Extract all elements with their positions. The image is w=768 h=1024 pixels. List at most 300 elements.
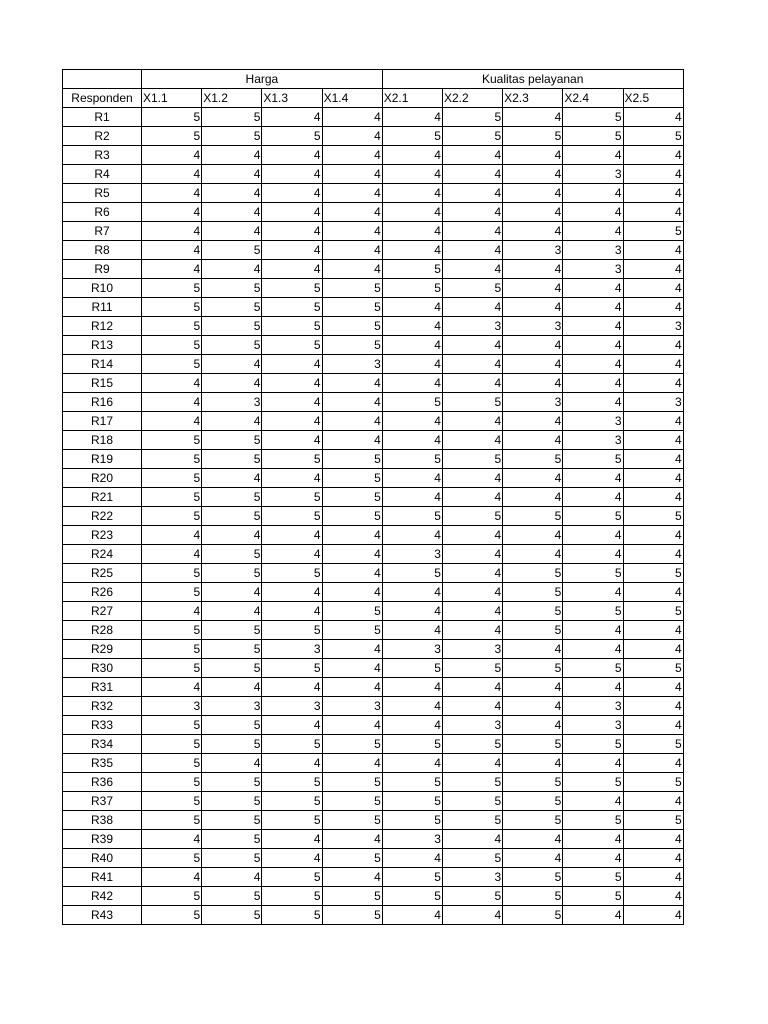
score-cell: 5 [142, 431, 202, 450]
score-cell: 5 [503, 507, 563, 526]
score-cell: 4 [262, 203, 322, 222]
score-cell: 5 [142, 792, 202, 811]
score-cell: 5 [503, 127, 563, 146]
score-cell: 4 [563, 754, 623, 773]
score-cell: 4 [563, 792, 623, 811]
table-row [63, 792, 684, 811]
score-cell: 4 [503, 374, 563, 393]
score-cell: 4 [503, 355, 563, 374]
table-row [63, 279, 684, 298]
score-cell: 4 [503, 279, 563, 298]
respondent-id-cell: R38 [63, 811, 142, 830]
score-cell: 5 [442, 849, 502, 868]
score-cell: 5 [202, 640, 262, 659]
table-row [63, 374, 684, 393]
score-cell: 5 [563, 108, 623, 127]
score-cell: 4 [262, 830, 322, 849]
score-cell: 4 [142, 165, 202, 184]
score-cell: 4 [623, 678, 683, 697]
score-cell: 4 [563, 279, 623, 298]
respondent-id-cell: R28 [63, 621, 142, 640]
score-cell: 4 [563, 298, 623, 317]
table-row [63, 545, 684, 564]
score-cell: 4 [202, 184, 262, 203]
table-row [63, 260, 684, 279]
score-cell: 5 [503, 450, 563, 469]
table-row [63, 811, 684, 830]
score-cell: 5 [623, 659, 683, 678]
score-cell: 5 [563, 602, 623, 621]
table-row [63, 298, 684, 317]
score-cell: 4 [503, 184, 563, 203]
table-row [63, 678, 684, 697]
score-cell: 4 [503, 336, 563, 355]
score-cell: 5 [202, 317, 262, 336]
score-cell: 4 [442, 241, 502, 260]
score-cell: 4 [202, 146, 262, 165]
score-cell: 4 [142, 241, 202, 260]
score-cell: 4 [382, 374, 442, 393]
score-cell: 5 [202, 792, 262, 811]
score-cell: 4 [623, 431, 683, 450]
score-cell: 4 [322, 260, 382, 279]
score-cell: 5 [382, 868, 442, 887]
score-cell: 5 [262, 735, 322, 754]
score-cell: 5 [442, 507, 502, 526]
score-cell: 5 [262, 564, 322, 583]
score-cell: 5 [142, 716, 202, 735]
score-cell: 5 [322, 488, 382, 507]
score-cell: 4 [322, 241, 382, 260]
score-cell: 5 [503, 621, 563, 640]
score-cell: 5 [322, 735, 382, 754]
score-cell: 5 [442, 450, 502, 469]
score-cell: 3 [322, 355, 382, 374]
score-cell: 3 [382, 545, 442, 564]
respondent-id-cell: R37 [63, 792, 142, 811]
score-cell: 4 [623, 526, 683, 545]
score-cell: 5 [142, 583, 202, 602]
score-cell: 4 [623, 887, 683, 906]
score-cell: 4 [623, 146, 683, 165]
score-cell: 4 [563, 488, 623, 507]
table-row [63, 488, 684, 507]
score-cell: 5 [322, 602, 382, 621]
score-cell: 4 [503, 222, 563, 241]
score-cell: 5 [142, 488, 202, 507]
table-row [63, 108, 684, 127]
table-row [63, 184, 684, 203]
table-row [63, 317, 684, 336]
score-cell: 5 [262, 659, 322, 678]
score-cell: 3 [623, 393, 683, 412]
score-cell: 4 [563, 830, 623, 849]
score-cell: 5 [382, 659, 442, 678]
respondent-id-cell: R32 [63, 697, 142, 716]
table-row [63, 393, 684, 412]
score-cell: 3 [442, 640, 502, 659]
score-cell: 4 [322, 108, 382, 127]
score-cell: 5 [262, 887, 322, 906]
score-cell: 5 [442, 659, 502, 678]
score-cell: 5 [503, 773, 563, 792]
score-cell: 4 [623, 374, 683, 393]
score-cell: 5 [142, 887, 202, 906]
respondent-id-cell: R34 [63, 735, 142, 754]
score-cell: 4 [623, 298, 683, 317]
score-cell: 5 [623, 222, 683, 241]
score-cell: 3 [202, 697, 262, 716]
score-cell: 4 [623, 621, 683, 640]
score-cell: 4 [382, 241, 442, 260]
score-cell: 4 [382, 355, 442, 374]
score-cell: 5 [382, 792, 442, 811]
column-header-x1-3: X1.3 [262, 89, 322, 108]
respondent-id-cell: R33 [63, 716, 142, 735]
score-cell: 4 [382, 716, 442, 735]
score-cell: 4 [563, 678, 623, 697]
score-cell: 4 [382, 697, 442, 716]
score-cell: 4 [382, 849, 442, 868]
group-header-harga: Harga [142, 70, 383, 89]
score-cell: 3 [563, 241, 623, 260]
table-row [63, 602, 684, 621]
score-cell: 4 [382, 906, 442, 925]
score-cell: 3 [442, 716, 502, 735]
score-cell: 5 [202, 621, 262, 640]
score-cell: 4 [382, 203, 442, 222]
table-row [63, 887, 684, 906]
score-cell: 5 [442, 792, 502, 811]
score-cell: 3 [322, 697, 382, 716]
score-cell: 4 [563, 545, 623, 564]
score-cell: 4 [503, 830, 563, 849]
score-cell: 4 [442, 431, 502, 450]
score-cell: 5 [442, 887, 502, 906]
respondent-id-cell: R9 [63, 260, 142, 279]
score-cell: 4 [442, 146, 502, 165]
score-cell: 3 [563, 697, 623, 716]
score-cell: 5 [322, 298, 382, 317]
score-cell: 4 [623, 260, 683, 279]
score-cell: 3 [262, 640, 322, 659]
score-cell: 4 [442, 469, 502, 488]
respondent-id-cell: R6 [63, 203, 142, 222]
score-cell: 4 [442, 754, 502, 773]
score-cell: 4 [563, 469, 623, 488]
score-cell: 5 [142, 127, 202, 146]
score-cell: 5 [623, 735, 683, 754]
group-header-kualitas-pelayanan: Kualitas pelayanan [382, 70, 683, 89]
score-cell: 5 [262, 279, 322, 298]
score-cell: 5 [262, 792, 322, 811]
score-cell: 4 [623, 165, 683, 184]
table-row [63, 754, 684, 773]
score-cell: 5 [142, 108, 202, 127]
score-cell: 5 [142, 279, 202, 298]
score-cell: 4 [142, 412, 202, 431]
score-cell: 5 [563, 507, 623, 526]
respondent-id-cell: R36 [63, 773, 142, 792]
respondent-header-spacer [63, 70, 142, 89]
score-cell: 5 [623, 507, 683, 526]
score-cell: 5 [202, 849, 262, 868]
score-cell: 4 [442, 355, 502, 374]
score-cell: 5 [322, 849, 382, 868]
respondent-id-cell: R18 [63, 431, 142, 450]
score-cell: 4 [142, 830, 202, 849]
score-cell: 4 [563, 640, 623, 659]
score-cell: 4 [322, 545, 382, 564]
score-cell: 4 [142, 203, 202, 222]
score-cell: 4 [563, 583, 623, 602]
score-cell: 4 [262, 241, 322, 260]
score-cell: 5 [202, 431, 262, 450]
respondent-id-cell: R10 [63, 279, 142, 298]
score-cell: 4 [442, 830, 502, 849]
score-cell: 3 [623, 317, 683, 336]
score-cell: 4 [563, 222, 623, 241]
score-cell: 4 [262, 469, 322, 488]
score-cell: 4 [623, 697, 683, 716]
score-cell: 5 [623, 127, 683, 146]
score-cell: 5 [202, 488, 262, 507]
score-cell: 5 [382, 507, 442, 526]
score-cell: 5 [442, 773, 502, 792]
score-cell: 4 [442, 374, 502, 393]
score-cell: 4 [322, 431, 382, 450]
score-cell: 5 [142, 849, 202, 868]
score-cell: 4 [563, 621, 623, 640]
score-cell: 4 [623, 792, 683, 811]
score-cell: 4 [142, 374, 202, 393]
score-cell: 4 [202, 754, 262, 773]
score-cell: 4 [322, 127, 382, 146]
score-cell: 4 [382, 526, 442, 545]
score-cell: 4 [623, 849, 683, 868]
score-cell: 4 [322, 754, 382, 773]
score-cell: 3 [382, 640, 442, 659]
score-cell: 5 [142, 507, 202, 526]
score-cell: 5 [503, 887, 563, 906]
column-header-x2-4: X2.4 [563, 89, 623, 108]
score-cell: 4 [322, 184, 382, 203]
table-body [63, 108, 684, 925]
score-cell: 4 [623, 450, 683, 469]
respondent-id-cell: R1 [63, 108, 142, 127]
score-cell: 5 [382, 127, 442, 146]
respondent-id-cell: R16 [63, 393, 142, 412]
score-cell: 4 [623, 412, 683, 431]
score-cell: 4 [322, 868, 382, 887]
score-cell: 4 [142, 526, 202, 545]
score-cell: 4 [442, 184, 502, 203]
score-cell: 5 [563, 811, 623, 830]
table-row [63, 507, 684, 526]
score-cell: 5 [563, 564, 623, 583]
score-cell: 5 [202, 545, 262, 564]
score-cell: 5 [503, 792, 563, 811]
score-cell: 4 [623, 583, 683, 602]
score-cell: 4 [442, 298, 502, 317]
respondent-id-cell: R21 [63, 488, 142, 507]
score-cell: 4 [202, 203, 262, 222]
score-cell: 4 [503, 260, 563, 279]
table-row [63, 336, 684, 355]
score-cell: 3 [442, 317, 502, 336]
score-cell: 5 [262, 127, 322, 146]
respondent-id-cell: R11 [63, 298, 142, 317]
score-cell: 4 [262, 678, 322, 697]
score-cell: 4 [563, 336, 623, 355]
score-cell: 4 [262, 222, 322, 241]
respondent-id-cell: R42 [63, 887, 142, 906]
score-cell: 5 [382, 811, 442, 830]
score-cell: 5 [382, 564, 442, 583]
score-cell: 4 [503, 412, 563, 431]
score-cell: 4 [322, 659, 382, 678]
score-cell: 5 [503, 583, 563, 602]
score-cell: 4 [503, 431, 563, 450]
respondent-id-cell: R22 [63, 507, 142, 526]
score-cell: 5 [563, 868, 623, 887]
score-cell: 4 [503, 678, 563, 697]
score-cell: 4 [262, 393, 322, 412]
score-cell: 4 [202, 678, 262, 697]
score-cell: 4 [322, 830, 382, 849]
score-cell: 3 [563, 165, 623, 184]
score-cell: 5 [563, 887, 623, 906]
score-cell: 4 [262, 849, 322, 868]
score-cell: 4 [142, 545, 202, 564]
score-cell: 4 [442, 203, 502, 222]
respondent-id-cell: R24 [63, 545, 142, 564]
respondent-id-cell: R39 [63, 830, 142, 849]
table-row [63, 469, 684, 488]
score-cell: 5 [142, 735, 202, 754]
score-cell: 4 [442, 545, 502, 564]
score-cell: 4 [503, 469, 563, 488]
score-cell: 5 [322, 906, 382, 925]
score-cell: 4 [503, 716, 563, 735]
column-header-x2-3: X2.3 [503, 89, 563, 108]
score-cell: 4 [262, 412, 322, 431]
score-cell: 4 [563, 849, 623, 868]
table-row [63, 355, 684, 374]
score-cell: 5 [563, 773, 623, 792]
score-cell: 4 [382, 165, 442, 184]
score-cell: 5 [322, 469, 382, 488]
respondent-id-cell: R25 [63, 564, 142, 583]
score-cell: 4 [262, 431, 322, 450]
score-cell: 5 [442, 811, 502, 830]
respondent-id-cell: R43 [63, 906, 142, 925]
score-cell: 4 [623, 241, 683, 260]
score-cell: 4 [202, 469, 262, 488]
score-cell: 4 [563, 393, 623, 412]
score-cell: 5 [503, 868, 563, 887]
table-row [63, 526, 684, 545]
score-cell: 4 [442, 621, 502, 640]
score-cell: 4 [563, 374, 623, 393]
respondent-id-cell: R2 [63, 127, 142, 146]
score-cell: 5 [142, 659, 202, 678]
column-header-x1-1: X1.1 [142, 89, 202, 108]
respondent-id-cell: R41 [63, 868, 142, 887]
score-cell: 4 [382, 317, 442, 336]
score-cell: 3 [442, 868, 502, 887]
score-cell: 4 [322, 583, 382, 602]
score-cell: 4 [202, 526, 262, 545]
score-cell: 4 [382, 108, 442, 127]
score-cell: 5 [202, 906, 262, 925]
score-cell: 4 [202, 602, 262, 621]
score-cell: 5 [202, 127, 262, 146]
score-cell: 4 [382, 298, 442, 317]
score-cell: 4 [442, 260, 502, 279]
score-cell: 5 [202, 659, 262, 678]
score-cell: 5 [322, 792, 382, 811]
score-cell: 5 [142, 754, 202, 773]
table-row [63, 222, 684, 241]
respondent-id-cell: R40 [63, 849, 142, 868]
score-cell: 4 [322, 412, 382, 431]
score-cell: 5 [202, 811, 262, 830]
column-header-x2-1: X2.1 [382, 89, 442, 108]
score-cell: 4 [262, 146, 322, 165]
table-row [63, 621, 684, 640]
score-cell: 5 [382, 887, 442, 906]
score-cell: 5 [202, 735, 262, 754]
table-row [63, 773, 684, 792]
score-cell: 5 [442, 127, 502, 146]
score-cell: 5 [322, 621, 382, 640]
score-cell: 5 [623, 564, 683, 583]
table-row [63, 203, 684, 222]
score-cell: 5 [142, 564, 202, 583]
score-cell: 4 [563, 526, 623, 545]
score-cell: 4 [442, 165, 502, 184]
score-cell: 4 [563, 146, 623, 165]
score-cell: 4 [623, 754, 683, 773]
score-cell: 3 [202, 393, 262, 412]
score-cell: 4 [563, 184, 623, 203]
score-cell: 5 [322, 317, 382, 336]
respondent-id-cell: R5 [63, 184, 142, 203]
table-row [63, 564, 684, 583]
score-cell: 4 [503, 203, 563, 222]
score-cell: 4 [623, 716, 683, 735]
score-cell: 5 [202, 507, 262, 526]
score-cell: 4 [503, 526, 563, 545]
score-cell: 5 [382, 279, 442, 298]
score-cell: 4 [262, 355, 322, 374]
score-cell: 4 [322, 393, 382, 412]
score-cell: 4 [142, 146, 202, 165]
score-cell: 5 [202, 298, 262, 317]
score-cell: 5 [202, 773, 262, 792]
score-cell: 5 [262, 488, 322, 507]
score-cell: 4 [382, 431, 442, 450]
table-row [63, 906, 684, 925]
score-cell: 4 [202, 412, 262, 431]
score-cell: 5 [623, 602, 683, 621]
score-cell: 4 [442, 488, 502, 507]
score-cell: 4 [442, 602, 502, 621]
respondent-id-cell: R7 [63, 222, 142, 241]
score-cell: 5 [503, 906, 563, 925]
score-cell: 4 [563, 355, 623, 374]
